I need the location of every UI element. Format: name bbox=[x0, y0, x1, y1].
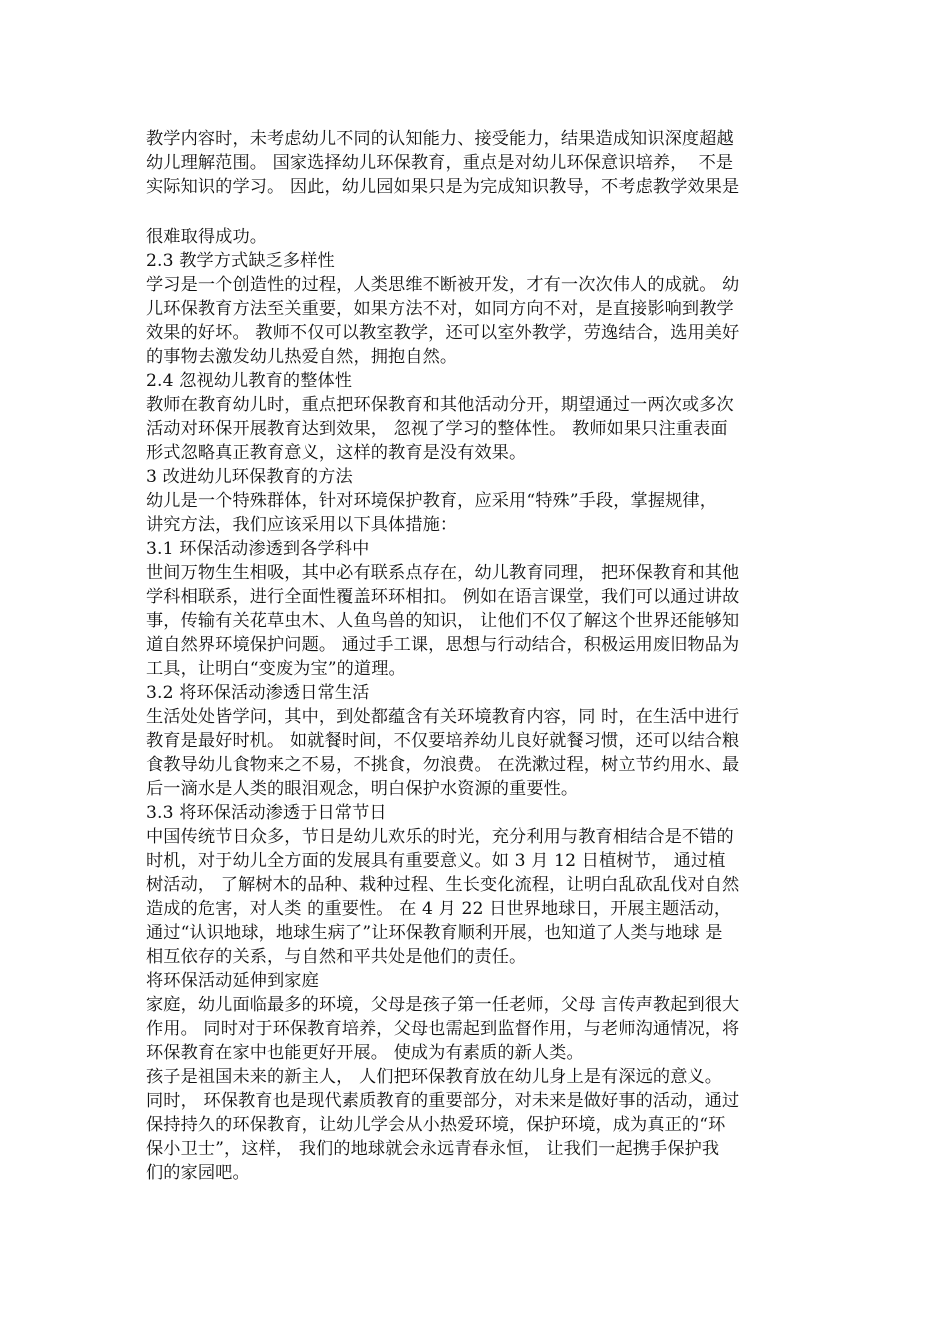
text-line: 幼儿理解范围。 国家选择幼儿环保教育，重点是对幼儿环保意识培养， 不是 bbox=[146, 153, 734, 173]
section-heading: 3.3 将环保活动渗透于日常节日 bbox=[146, 803, 387, 823]
text-line: 后一滴水是人类的眼泪观念，明白保护水资源的重要性。 bbox=[146, 779, 579, 799]
text-line: 家庭，幼儿面临最多的环境，父母是孩子第一任老师，父母 言传声教起到很大 bbox=[146, 995, 740, 1015]
text-line: 学科相联系，进行全面性覆盖环环相扣。 例如在语言课堂，我们可以通过讲故 bbox=[146, 587, 740, 607]
text-line: 食教导幼儿食物来之不易，不挑食，勿浪费。 在洗漱过程，树立节约用水、最 bbox=[146, 755, 740, 775]
text-line: 作用。 同时对于环保教育培养，父母也需起到监督作用，与老师沟通情况，将 bbox=[146, 1019, 740, 1039]
text-line: 世间万物生生相吸，其中必有联系点存在，幼儿教育同理， 把环保教育和其他 bbox=[146, 563, 740, 583]
text-line: 工具，让明白“变废为宝”的道理。 bbox=[146, 659, 406, 679]
text-line: 实际知识的学习。 因此，幼儿园如果只是为完成知识教导，不考虑教学效果是 bbox=[146, 177, 740, 197]
text-line: 保小卫士”，这样， 我们的地球就会永远青春永恒， 让我们一起携手保护我 bbox=[146, 1139, 720, 1159]
section-heading: 将环保活动延伸到家庭 bbox=[146, 971, 319, 991]
section-heading: 2.4 忽视幼儿教育的整体性 bbox=[146, 371, 353, 391]
text-line: 教育是最好时机。 如就餐时间，不仅要培养幼儿良好就餐习惯，还可以结合粮 bbox=[146, 731, 740, 751]
text-line: 很难取得成功。 bbox=[146, 227, 268, 247]
section-heading: 3.1 环保活动渗透到各学科中 bbox=[146, 539, 370, 559]
text-line: 们的家园吧。 bbox=[146, 1163, 250, 1183]
text-line: 儿环保教育方法至关重要，如果方法不对，如同方向不对，是直接影响到教学 bbox=[146, 299, 734, 319]
text-line: 教学内容时，未考虑幼儿不同的认知能力、接受能力，结果造成知识深度超越 bbox=[146, 129, 734, 149]
text-line: 时机，对于幼儿全方面的发展具有重要意义。如 3 月 12 日植树节， 通过植 bbox=[146, 851, 726, 871]
text-line: 环保教育在家中也能更好开展。 使成为有素质的新人类。 bbox=[146, 1043, 584, 1063]
text-line: 讲究方法，我们应该采用以下具体措施： bbox=[146, 515, 458, 535]
text-line: 效果的好坏。 教师不仅可以教室教学，还可以室外教学，劳逸结合，选用美好 bbox=[146, 323, 740, 343]
text-line: 造成的危害，对人类 的重要性。 在 4 月 22 日世界地球日，开展主题活动， bbox=[146, 899, 732, 919]
text-line: 保持持久的环保教育，让幼儿学会从小热爱环境，保护环境，成为真正的“环 bbox=[146, 1115, 726, 1135]
section-heading: 2.3 教学方式缺乏多样性 bbox=[146, 251, 335, 271]
text-line: 树活动， 了解树木的品种、栽种过程、生长变化流程，让明白乱砍乱伐对自然 bbox=[146, 875, 740, 895]
text-line: 教师在教育幼儿时，重点把环保教育和其他活动分开，期望通过一两次或多次 bbox=[146, 395, 734, 415]
text-line: 学习是一个创造性的过程，人类思维不断被开发，才有一次次伟人的成就。 幼 bbox=[146, 275, 740, 295]
text-line: 的事物去激发幼儿热爱自然，拥抱自然。 bbox=[146, 347, 458, 367]
section-heading: 3.2 将环保活动渗透日常生活 bbox=[146, 683, 370, 703]
text-line: 相互依存的关系，与自然和平共处是他们的责任。 bbox=[146, 947, 527, 967]
text-line: 道自然界环境保护问题。 通过手工课，思想与行动结合，积极运用废旧物品为 bbox=[146, 635, 740, 655]
text-line: 事，传输有关花草虫木、人鱼鸟兽的知识， 让他们不仅了解这个世界还能够知 bbox=[146, 611, 740, 631]
text-line: 形式忽略真正教育意义，这样的教育是没有效果。 bbox=[146, 443, 527, 463]
text-line: 中国传统节日众多，节日是幼儿欢乐的时光，充分利用与教育相结合是不错的 bbox=[146, 827, 734, 847]
section-heading: 3 改进幼儿环保教育的方法 bbox=[146, 467, 353, 487]
text-line: 生活处处皆学问，其中，到处都蕴含有关环境教育内容，同 时，在生活中进行 bbox=[146, 707, 740, 727]
text-line: 通过“认识地球，地球生病了”让环保教育顺利开展，也知道了人类与地球 是 bbox=[146, 923, 723, 943]
text-line: 幼儿是一个特殊群体，针对环境保护教育，应采用“特殊”手段，掌握规律， bbox=[146, 491, 717, 511]
text-line: 同时， 环保教育也是现代素质教育的重要部分，对未来是做好事的活动，通过 bbox=[146, 1091, 740, 1111]
text-line: 孩子是祖国未来的新主人， 人们把环保教育放在幼儿身上是有深远的意义。 bbox=[146, 1067, 723, 1087]
text-line: 活动对环保开展教育达到效果， 忽视了学习的整体性。 教师如果只注重表面 bbox=[146, 419, 728, 439]
